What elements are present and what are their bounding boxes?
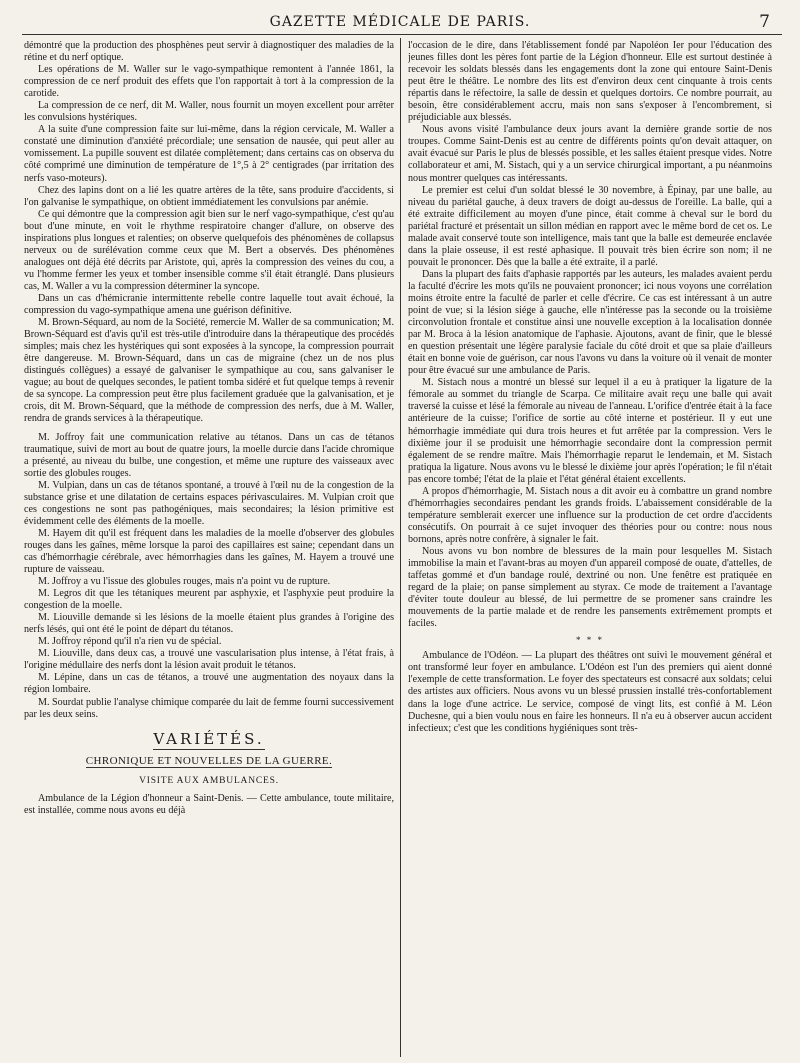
paragraph: A la suite d'une compression faite sur lui-même, dans la région cervicale, M. Waller a constaté une diminution d'anxiété précordiale; une sensation de nausée, qui peut aller au vomissement. La pupille souvent est dilatée complètement; dans certains cas on observa du côté comprimé une diminution de température de 1°,5 à 2° centigrades (par irritation des nerfs vaso-moteurs). [24,124,394,184]
paragraph: Ambulance de l'Odéon. — La plupart des théâtres ont suivi le mouvement général et ont transformé leur foyer en ambulance. L'Odéon est l'un des premiers qui aient donné l'exemple de cette transformation. Le foyer des spectateurs est consacré aux soldats; celui des artistes aux officiers. Nous avons vu un blessé prussien installé très-confortablement dans la loge d'une actrice. Le service, composé de vingt lits, est confié à M. Léon Duchesne, qui a bien voulu nous en faire les honneurs. Il n'a eu à observer aucun accident infectieux; c'est que les conditions hygiéniques sont très- [408,650,772,734]
paragraph: M. Liouville, dans deux cas, a trouvé une vascularisation plus intense, à l'état frais, à l'origine médullaire des nerfs dont la lésion avait produit le tétanos. [24,648,394,672]
chronicle-title-text: CHRONIQUE ET NOUVELLES DE LA GUERRE. [85,754,333,767]
chronicle-title [24,755,394,767]
column-divider [400,38,401,1057]
paragraph: M. Vulpian, dans un cas de tétanos spontané, a trouvé à l'œil nu de la congestion de la substance grise et une dilatation de certains espaces périvasculaires. M. Vulpian croit que ces congestions ne sont pas pathogéniques, mais secondaires; la lésion primitive est évidemment celle des éléments de la moelle. [24,479,394,527]
paragraph: Ce qui démontre que la compression agit bien sur le nerf vago-sympathique, c'est qu'au bout d'une minute, en voit le rhythme respiratoire changer d'allure, on observe des inspirations plus longues et ralenties; on observe quelquefois des phénomènes de collapsus nerveux ou de surélévation comme ceux que M. Bert a observés. Des phénomènes analogues ont déjà été décrits par Aristote, qui, après la compression des veines du cou, a vu l'homme fermer les yeux et tomber insensible comme s'il était étranglé. Dans plusieurs cas, M. Waller a vu la compression déterminer la syncope. [24,208,394,292]
header-rule [22,34,782,35]
paragraph: M. Joffroy fait une communication relative au tétanos. Dans un cas de tétanos traumatique, suivi de mort au bout de quatre jours, la moelle durcie dans l'acide chromique a présenté, au niveau du bulbe, une congestion, et même une rupture des vaisseaux avec sortie des globules rouges. [24,431,394,479]
paragraph: M. Liouville demande si les lésions de la moelle étaient plus grandes à l'origine des nerfs lésés, qui ont été le point de départ du tétanos. [24,612,394,636]
paragraph: démontré que la production des phosphènes peut servir à diagnostiquer des maladies de la rétine et du nerf optique. [24,40,394,64]
left-column [24,40,394,1059]
paragraph: Dans un cas d'hémicranie intermittente rebelle contre laquelle tout avait échoué, la compression du vago-sympathique amena une guérison définitive. [24,292,394,317]
paragraph: M. Sourdat publie l'analyse chimique comparée du lait de femme fourni successivement par les deux seins. [24,696,394,720]
section-stars: * * * [576,635,604,646]
paragraph: Dans la plupart des faits d'aphasie rapportés par les auteurs, les malades avaient perdu la faculté d'écrire les mots qu'ils ne pouvaient prononcer; ici nous voyons une corrélation moins étroite entre la faculté de parler et celle d'écrire. Ce cas est intéressant à un autre point de vue; si la lésion siége à gauche, elle n'intéresse pas la seconde ou la troisième circonvolution frontale et constitue ainsi une nouvelle exception à la localisation donnée par M. Broca à la lésion anatomique de l'aphasie. Ajoutons, avant de finir, que le blessé en question présentait une légère paralysie faciale du côté droit et que sa plaie d'ailleurs était en bonne voie de guérison, car nous l'avons vu dans la voiture où il venait de monter pour être évacué sur une ambulance de Paris. [408,268,772,377]
paragraph: l'occasion de le dire, dans l'établissement fondé par Napoléon Ier pour l'éducation des jeunes filles dont les pères font partie de la Légion d'honneur. Elle est surtout destinée à recevoir les soldats blessés dans les engagements dont la zone qui entoure Saint-Denis peut être le théâtre. Le nombre des lits est d'environ deux cent cinquante à trois cents répartis dans le réfectoire, la salle de dessin et quelques dortoirs. Ce nombre pourrait, au besoin, être considérablement accru, mais non sans s'exposer à l'encombrement, si préjudiciable aux blessés. [408,40,772,124]
paragraph: M. Joffroy a vu l'issue des globules rouges, mais n'a point vu de rupture. [38,576,331,588]
paragraph: Nous avons vu bon nombre de blessures de la main pour lesquelles M. Sistach immobilise la main et l'avant-bras au moyen d'un appareil composé de ouate, d'attelles, de taffetas gommé et d'un bandage roulé, dextriné ou non. Une fenêtre est pratiquée en regard de la plaie; on panse simplement au styrax. Ce mode de traitement a l'avantage d'éviter toute douleur au blessé, de lui permettre de se promener sans craindre les mouvements de la partie malade et de rendre les pansements extrêmement prompts et faciles. [408,545,772,630]
paragraph: A propos d'hémorrhagie, M. Sistach nous a dit avoir eu à combattre un grand nombre d'hémorrhagies secondaires pendant les grands froids. L'abaissement considérable de la température semblerait exercer une influence sur la production de cet ordre d'accidents consécutifs. On pourrait à ce sujet invoquer des théories pour ou contre: nous nous bornons, après notre confrère, à signaler le fait. [408,485,772,545]
paragraph: Nous avons visité l'ambulance deux jours avant la dernière grande sortie de nos troupes. Comme Saint-Denis est au centre de différents points qu'on devait attaquer, on avait évacué sur Paris le plus de blessés possible, et les salles étaient presque vides. Notre collaborateur et ami, M. Sistach, qui y a un service chirurgical important, a pu néanmoins nous montrer quelques cas intéressants. [408,124,772,184]
paragraph: M. Hayem dit qu'il est fréquent dans les maladies de la moelle d'observer des globules rouges dans les gaînes, même lorsque la paroi des capillaires est saine; cependant dans un cas d'hémorrhagie cérébrale, avec hémorrhagies dans les gaînes, M. Hayem a trouvé une rupture de vaisseau. [24,527,394,576]
visit-title: VISITE AUX AMBULANCES. [139,775,279,786]
paragraph: M. Brown-Séquard, au nom de la Société, remercie M. Waller de sa communication; M. Brown-Séquard est d'avis qu'il est très-utile d'introduire dans la thérapeutique des procédés simples; mais chez les hystériques qui sont exposées à la syncope, la compression pourrait être dangereuse. M. Brown-Séquard, dans un cas de migraine (chez un de nos plus distingués collègues) a essayé de galvaniser le sympathique au cou, sans galvaniser le vague; au bout de quelques secondes, le patient tomba sidéré et fut quelque temps à revenir de sa syncope. La compression peut être plus facilement graduée que la galvanisation, et je crois, dit M. Brown-Séquard, que la méthode de compression des nerfs, due à M. Waller, rendra de grands services à la thérapeutique. [24,317,394,425]
page-header [0,0,800,36]
right-column [408,40,772,1059]
paragraph: M. Legros dit que les tétaniques meurent par asphyxie, et l'asphyxie peut produire la congestion de la moelle. [24,588,394,612]
paragraph: M. Sistach nous a montré un blessé sur lequel il a eu à pratiquer la ligature de la fémorale au sommet du triangle de Scarpa. Ce militaire avait reçu une balle qui avait traversé la cuisse et lésé la fémorale au niveau de l'anneau. L'orifice d'entrée était à la face antérieure de la cuisse; l'orifice de sortie au côté interne et postérieur. Il y eut une hémorrhagie immédiate qui dura trois heures et fut arrêtée par la compression. Vers le dixième jour il se produisit une hémorrhagie secondaire dont la compression permit également de se rendre maître. Mais l'hémorrhagie reparut le lendemain, et M. Sistach pratiqua la ligature. Nous avons vu le blessé le dixième jour après l'opération; le fil n'était pas encore tombé; l'état de la plaie et l'état général étaient excellents. [408,377,772,485]
section-title [24,729,394,748]
paragraph: Le premier est celui d'un soldat blessé le 30 novembre, à Épinay, par une balle, au niveau du pariétal gauche, à deux travers de doigt au-dessus de l'oreille. La balle, qui a été extraite difficilement au moyen d'une pince, était comme à cheval sur le bord du pariétal fracturé et présentait un sillon médian en rapport avec le même bord de cet os. Le malade avait conservé toute son intelligence, mais tant que la balle est demeurée enclavée dans la plaie osseuse, il est resté aphasique. Il pouvait très bien écrire son nom; il ne pouvait le prononcer. Dès que la balle a été extraite, il a parlé. [408,184,772,268]
paragraph: La compression de ce nerf, dit M. Waller, nous fournit un moyen excellent pour arrêter les convulsions hystériques. [24,100,394,124]
journal-title: GAZETTE MÉDICALE DE PARIS. [269,14,531,30]
paragraph: M. Lépine, dans un cas de tétanos, a trouvé une augmentation des noyaux dans la région lombaire. [24,672,394,696]
paragraph: Ambulance de la Légion d'honneur a Saint-Denis. — Cette ambulance, toute militaire, est installée, comme nous avons eu déjà [24,792,394,816]
paragraph: M. Joffroy répond qu'il n'a rien vu de spécial. [38,636,222,648]
page-number: 7 [759,12,770,32]
paragraph: Chez des lapins dont on a lié les quatre artères de la tête, sans produire d'accidents, si l'on galvanise le sympathique, on obtient immédiatement les convulsions par anémie. [24,184,394,208]
section-title-text: VARIÉTÉS. [153,729,265,748]
paragraph: Les opérations de M. Waller sur le vago-sympathique remontent à l'année 1861, la compression de ce nerf produit des effets que l'on rapportait à tort à la compression de la carotide. [24,64,394,100]
